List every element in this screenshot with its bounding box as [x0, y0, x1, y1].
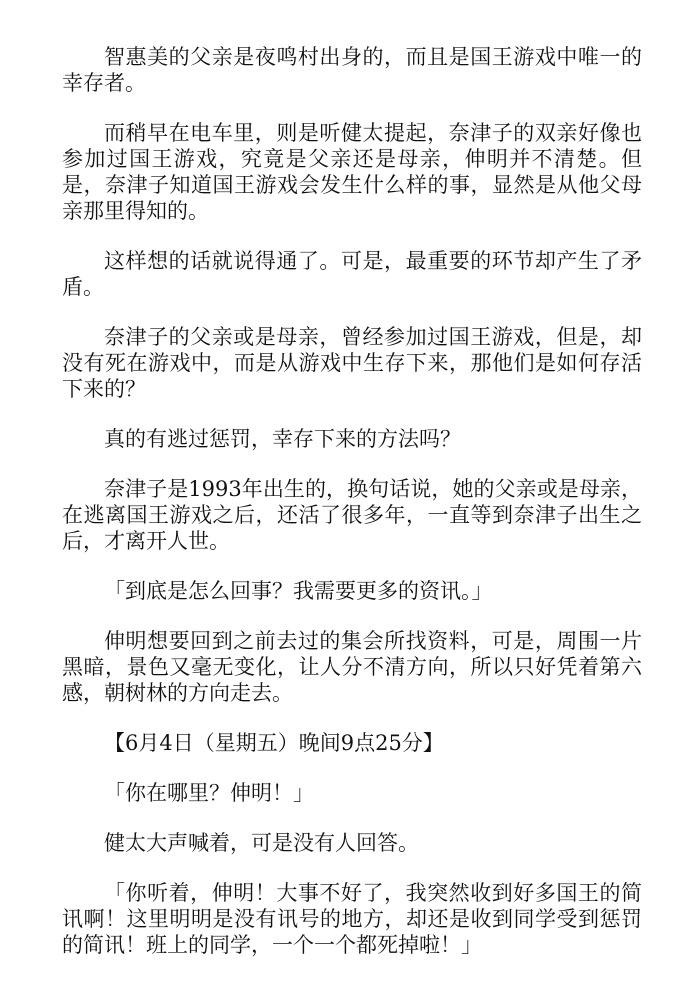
- paragraph-3: 这样想的话就说得通了。可是，最重要的环节却产生了矛盾。: [62, 249, 642, 299]
- paragraph-6: 奈津子是1993年出生的，换句话说，她的父亲或是母亲，在逃离国王游戏之后，还活了很多年，一直等到奈津子出生之后，才离开人世。: [62, 477, 642, 553]
- document-page: [62, 44, 642, 982]
- dialogue-line-1: 「到底是怎么回事？我需要更多的资讯。」: [104, 579, 493, 603]
- paragraph-1: 智惠美的父亲是夜鸣村出身的，而且是国王游戏中唯一的幸存者。: [62, 45, 642, 95]
- paragraph-8: 健太大声喊着，可是没有人回答。: [104, 831, 419, 855]
- dialogue-line-3: 「你听着，伸明！大事不好了，我突然收到好多国王的简讯啊！这里明明是没有讯号的地方，却还是收到同学受到惩罚的简讯！班上的同学，一个一个都死掉啦！」: [62, 881, 642, 957]
- paragraph-4: 奈津子的父亲或是母亲，曾经参加过国王游戏，但是，却没有死在游戏中，而是从游戏中生存下来，那他们是如何存活下来的？: [62, 325, 642, 401]
- dialogue-line-2: 「你在哪里？伸明！」: [104, 781, 314, 805]
- paragraph-5: 真的有逃过惩罚，幸存下来的方法吗？: [104, 427, 461, 451]
- section-heading: 【6月4日（星期五）晚间9点25分】: [104, 731, 444, 755]
- paragraph-2: 而稍早在电车里，则是听健太提起，奈津子的双亲好像也参加过国王游戏，究竟是父亲还是母亲，伸明并不清楚。但是，奈津子知道国王游戏会发生什么样的事，显然是从他父母亲那里得知的。: [62, 121, 642, 223]
- paragraph-7: 伸明想要回到之前去过的集会所找资料，可是，周围一片黑暗，景色又毫无变化，让人分不清方向，所以只好凭着第六感，朝树林的方向走去。: [62, 629, 642, 705]
